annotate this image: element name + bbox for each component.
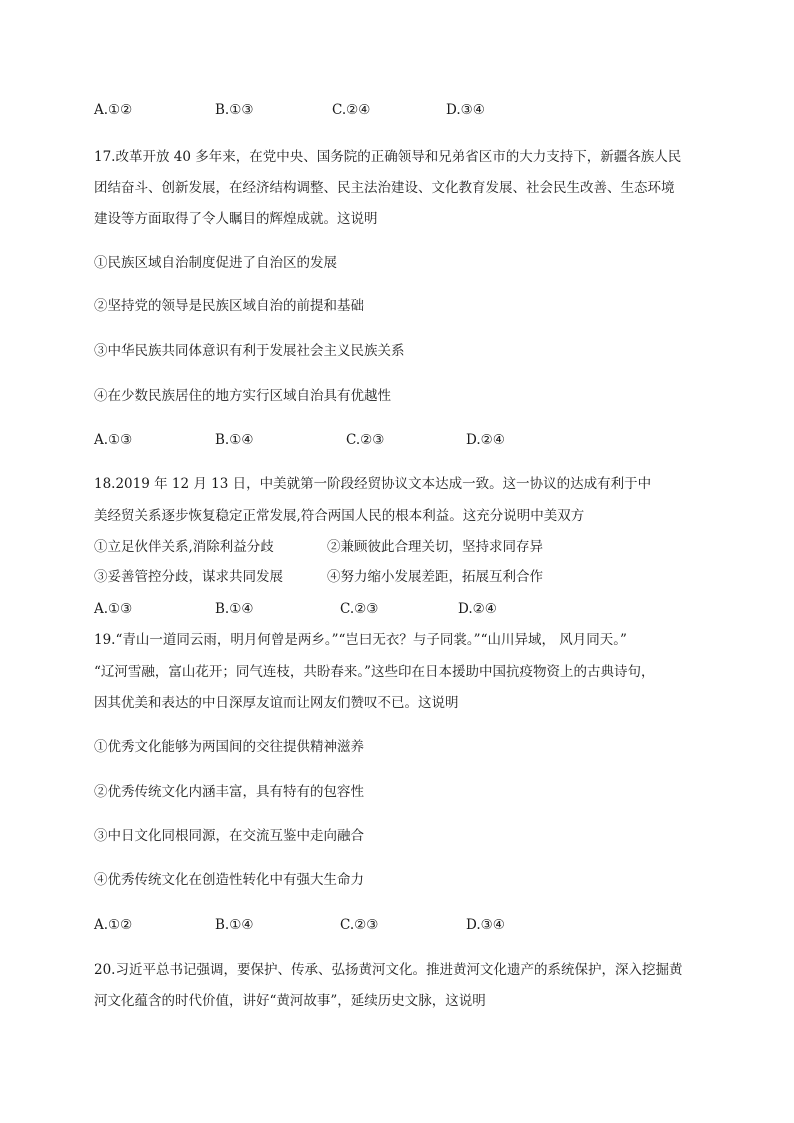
q19-option-a[interactable]: A.①② [94, 917, 133, 933]
q18-statement-1: ①立足伙伴关系,消除利益分歧 [94, 539, 274, 555]
q17-option-c[interactable]: C.②③ [346, 432, 385, 448]
q17-option-b[interactable]: B.①④ [215, 432, 254, 448]
q17-statement-4: ④在少数民族居住的地方实行区域自治具有优越性 [94, 388, 391, 404]
q18-option-a[interactable]: A.①③ [94, 601, 133, 617]
q18-statement-4: ④努力缩小发展差距，拓展互利合作 [327, 569, 543, 585]
q20-stem-line-1: 20.习近平总书记强调，要保护、传承、弘扬黄河文化。推进黄河文化遗产的系统保护，深入挖掘黄 [94, 962, 683, 978]
q17-stem-line-2: 团结奋斗、创新发展，在经济结构调整、民主法治建设、文化教育发展、社会民生改善、生态环境 [94, 180, 675, 196]
q19-statement-2: ②优秀传统文化内涵丰富，具有特有的包容性 [94, 784, 364, 800]
q20-stem-line-2: 河文化蕴含的时代价值，讲好“黄河故事”，延续历史文脉，这说明 [94, 993, 486, 1009]
q18-statement-3: ③妥善管控分歧，谋求共同发展 [94, 569, 283, 585]
q17-statement-2: ②坚持党的领导是民族区域自治的前提和基础 [94, 298, 364, 314]
q17-options [94, 430, 694, 450]
q16-option-b[interactable]: B.①③ [215, 102, 254, 118]
q19-stem-line-2: “辽河雪融，富山花开；同气连枝，共盼春来。”这些印在日本援助中国抗疫物资上的古典诗句， [94, 664, 655, 680]
q19-statement-1: ①优秀文化能够为两国间的交往提供精神滋养 [94, 739, 364, 755]
q17-option-a[interactable]: A.①③ [94, 432, 133, 448]
q18-options [94, 599, 694, 619]
q17-statement-3: ③中华民族共同体意识有利于发展社会主义民族关系 [94, 343, 405, 359]
q19-option-c[interactable]: C.②③ [340, 917, 379, 933]
q16-option-d[interactable]: D.③④ [446, 102, 485, 118]
q18-option-b[interactable]: B.①④ [215, 601, 254, 617]
q17-option-d[interactable]: D.②④ [466, 432, 505, 448]
q19-options [94, 915, 694, 935]
q16-option-a[interactable]: A.①② [94, 102, 133, 118]
q19-stem-line-1: 19.“青山一道同云雨，明月何曾是两乡。”“岂曰无衣？与子同裳。”“山川异域， 风月同天。” [94, 632, 627, 648]
q16-options [94, 100, 694, 120]
q18-statement-2: ②兼顾彼此合理关切，坚持求同存异 [327, 539, 543, 555]
q19-option-d[interactable]: D.③④ [466, 917, 505, 933]
q19-option-b[interactable]: B.①④ [215, 917, 254, 933]
q18-option-d[interactable]: D.②④ [458, 601, 497, 617]
q18-stem-line-2: 美经贸关系逐步恢复稳定正常发展,符合两国人民的根本利益。这充分说明中美双方 [94, 508, 585, 524]
q19-stem-line-3: 因其优美和表达的中日深厚友谊而让网友们赞叹不已。这说明 [94, 695, 459, 711]
q18-stem-line-1: 18.2019 年 12 月 13 日，中美就第一阶段经贸协议文本达成一致。这一协议的达成有利于中 [94, 476, 652, 492]
q16-option-c[interactable]: C.②④ [332, 102, 371, 118]
q18-option-c[interactable]: C.②③ [340, 601, 379, 617]
q19-statement-3: ③中日文化同根同源，在交流互鉴中走向融合 [94, 828, 364, 844]
q17-statement-1: ①民族区域自治制度促进了自治区的发展 [94, 255, 337, 271]
q17-stem-line-1: 17.改革开放 40 多年来，在党中央、国务院的正确领导和兄弟省区市的大力支持下，新疆各族人民 [94, 149, 682, 165]
q19-statement-4: ④优秀传统文化在创造性转化中有强大生命力 [94, 872, 364, 888]
q17-stem-line-3: 建设等方面取得了令人瞩目的辉煌成就。这说明 [94, 211, 378, 227]
